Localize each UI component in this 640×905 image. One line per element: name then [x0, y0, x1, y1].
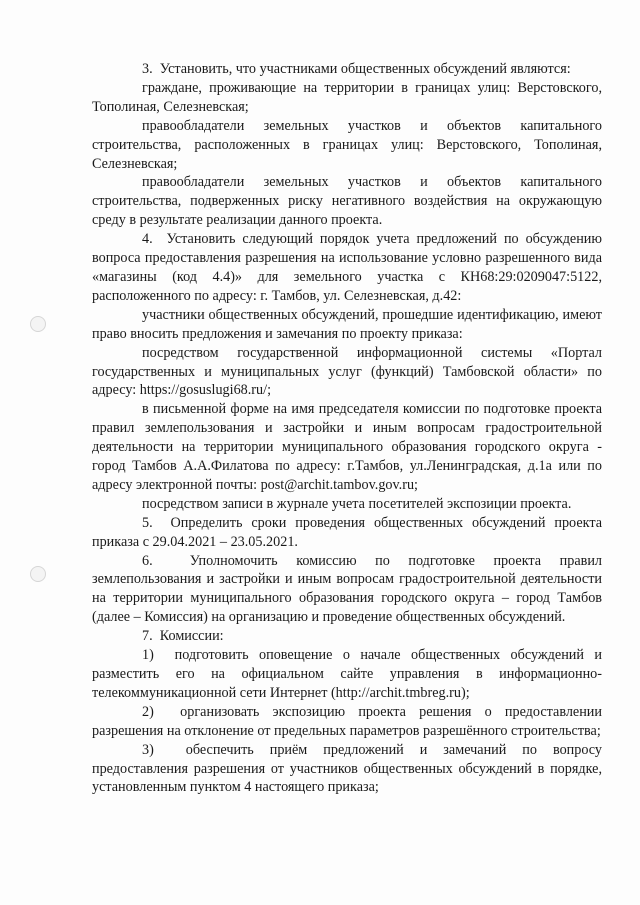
punch-hole-mark: [30, 566, 46, 582]
paragraph-subitem-3: 3) обеспечить приём предложений и замечаний по вопросу предоставления разрешения от участников общественных обсуждений в порядке, установленным пунктом 4 настоящего приказа;: [92, 741, 602, 796]
paragraph-subitem-1: 1) подготовить оповещение о начале общественных обсуждений и разместить его на официальном сайте управления в информационно-телекоммуникационной сети Интернет (http://archit.tmbreg.ru);: [92, 647, 602, 701]
paragraph-participants-residents: граждане, проживающие на территории в границах улиц: Верстовского, Тополиная, Селезневская;: [92, 79, 602, 115]
paragraph-item-6: 6. Уполномочить комиссию по подготовке проекта правил землепользования и застройки и иным вопросам градостроительной деятельности на территории муниципального образования городского округа – город Тамбов (далее – Комиссия) на организацию и проведение общественных обсуждений.: [92, 552, 602, 626]
paragraph-written-form: в письменной форме на имя председателя комиссии по подготовке проекта правил землепользования и застройки и иным вопросам градостроительной деятельности на территории муниципального образования городского округа - город Тамбов А.А.Филатова по адресу: г.Тамбов, ул.Ленинградская, д.1а или по адресу электронной почты: post@archit.tambov.gov.ru;: [92, 401, 602, 493]
paragraph-item-5: 5. Определить сроки проведения общественных обсуждений проекта приказа с 29.04.2021 – 23.05.2021.: [92, 514, 602, 550]
punch-hole-mark: [30, 316, 46, 332]
paragraph-item-7: 7. Комиссии:: [142, 628, 224, 645]
paragraph-participants-affected: правообладатели земельных участков и объектов капитального строительства, подверженных риску негативного воздействия на окружающую среду в результате реализации данного проекта.: [92, 174, 602, 229]
paragraph-participants-rights: участники общественных обсуждений, прошедшие идентификацию, имеют право вносить предложения и замечания по проекту приказа:: [92, 306, 602, 342]
paragraph-participants-owners: правообладатели земельных участков и объектов капитального строительства, расположенных в границах улиц: Верстовского, Тополиная, Селезневская;: [92, 117, 602, 172]
paragraph-via-portal: посредством государственной информационной системы «Портал государственных и муниципальных услуг (функций) Тамбовской области» по адресу: https://gosuslugi68.ru/;: [92, 344, 602, 399]
paragraph-visitor-journal: посредством записи в журнале учета посетителей экспозиции проекта.: [142, 495, 572, 512]
paragraph-subitem-2: 2) организовать экспозицию проекта решения о предоставлении разрешения на отклонение от предельных параметров разрешённого строительства;: [92, 703, 602, 739]
paragraph-item-4: 4. Установить следующий порядок учета предложений по обсуждению вопроса предоставления разрешения на использование условно разрешенного вида «магазины (код 4.4)» для земельного участка с КН68:29:0209047:5122, расположенного по адресу: г. Тамбов, ул. Селезневская, д.42:: [92, 231, 602, 304]
paragraph-item-3: 3. Установить, что участниками общественных обсуждений являются:: [142, 61, 571, 77]
document-body: [92, 60, 602, 797]
